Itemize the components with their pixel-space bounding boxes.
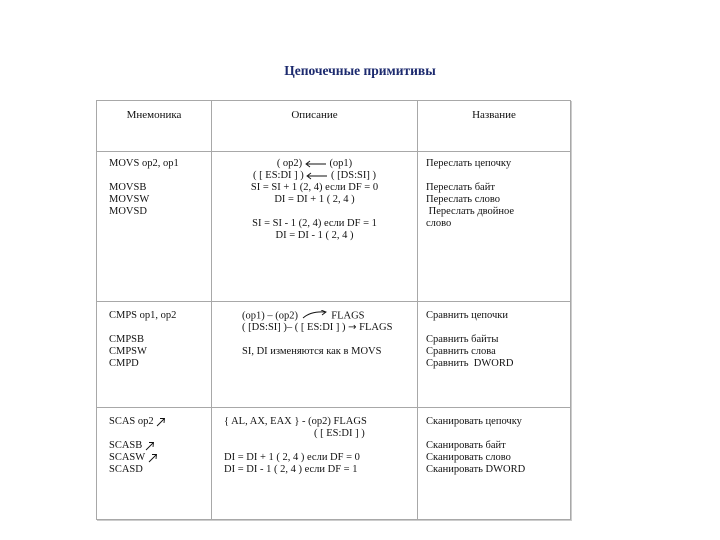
mnemonic-variant: MOVSB [109, 182, 147, 193]
mnemonic-variant: CMPSB [109, 334, 145, 345]
name-text: слово [426, 218, 452, 229]
mnemonic-main: MOVS op2, op1 [109, 158, 179, 169]
mnemonic-variant: SCASB [109, 440, 143, 451]
desc-text: ( [ ES:DI ] ) [253, 170, 304, 181]
name-text: Сравнить байты [426, 334, 499, 345]
name-text: Переслать цепочку [426, 158, 512, 169]
desc-text: ( [DS:SI] )– ( [ ES:DI ] ) [242, 322, 346, 334]
mnemonic-variant: SCASD [109, 464, 143, 475]
table-row [97, 302, 571, 408]
desc-text: DI = DI - 1 ( 2, 4 ) [275, 230, 354, 241]
desc-text: SI = SI + 1 (2, 4) если DF = 0 [250, 182, 379, 193]
page-title: Цепочечные примитивы [284, 63, 436, 78]
description-cell [212, 152, 418, 302]
name-text: Переслать слово [426, 194, 500, 205]
name-text: Сравнить DWORD [426, 358, 514, 369]
mnemonic-main: SCAS op2 [109, 416, 154, 427]
name-text: Сравнить слова [426, 346, 496, 357]
mnemonic-variant: CMPSW [109, 346, 147, 357]
table-row [97, 408, 571, 520]
name-cell [418, 152, 571, 302]
header-mnemonic: Мнемоника [126, 109, 182, 121]
mnemonic-variant: MOVSD [109, 206, 147, 217]
desc-text: SI = SI - 1 (2, 4) если DF = 1 [252, 218, 377, 229]
name-text: Сканировать байт [426, 440, 506, 451]
mnemonic-variant: SCASW [109, 452, 145, 463]
desc-text: ( [ ES:DI ] ) [314, 428, 365, 439]
mnemonic-variant: MOVSW [109, 194, 150, 205]
name-cell [418, 302, 571, 408]
primitives-table [96, 100, 571, 520]
desc-text: FLAGS [359, 322, 393, 334]
description-cell [212, 302, 418, 408]
desc-text: SI, DI изменяются как в MOVS [242, 346, 382, 358]
mnemonic-variant: CMPD [109, 358, 139, 369]
desc-text: (op1) – (op2) [242, 310, 298, 322]
name-text: Сравнить цепочки [426, 310, 508, 321]
desc-text: ( [DS:SI] ) [331, 170, 376, 181]
desc-text: DI = DI - 1 ( 2, 4 ) если DF = 1 [224, 464, 358, 475]
arrow-right-icon: → [348, 322, 357, 334]
desc-text: DI = DI + 1 ( 2, 4 ) если DF = 0 [224, 452, 360, 463]
arrow-right-icon [156, 417, 166, 427]
description-cell [212, 408, 418, 520]
name-text: Сканировать DWORD [426, 464, 526, 475]
name-text: Переслать двойное [426, 206, 515, 217]
desc-text: FLAGS [331, 310, 365, 322]
desc-text: ( op2) [276, 158, 303, 169]
header-name: Название [472, 109, 516, 121]
name-text: Сканировать слово [426, 452, 511, 463]
desc-text: { AL, AX, EAX } - (op2) FLAGS [224, 416, 367, 427]
header-cell-description [212, 101, 418, 152]
table-header-row [97, 101, 571, 152]
header-cell-mnemonic [97, 101, 212, 152]
header-cell-name [418, 101, 571, 152]
table-row [97, 152, 571, 302]
name-text: Переслать байт [426, 182, 495, 193]
desc-text: DI = DI + 1 ( 2, 4 ) [274, 194, 355, 205]
name-text: Сканировать цепочку [426, 416, 522, 427]
arrow-right-icon [301, 310, 329, 322]
arrow-right-icon [148, 453, 158, 463]
name-cell [418, 408, 571, 520]
mnemonic-cell [97, 302, 212, 408]
arrow-left-icon [306, 172, 328, 180]
mnemonic-main: CMPS op1, op2 [109, 310, 177, 321]
arrow-right-icon [145, 441, 155, 451]
desc-text: (op1) [329, 158, 353, 169]
arrow-left-icon [305, 160, 327, 168]
header-description: Описание [291, 109, 338, 121]
mnemonic-cell [97, 408, 212, 520]
mnemonic-cell [97, 152, 212, 302]
